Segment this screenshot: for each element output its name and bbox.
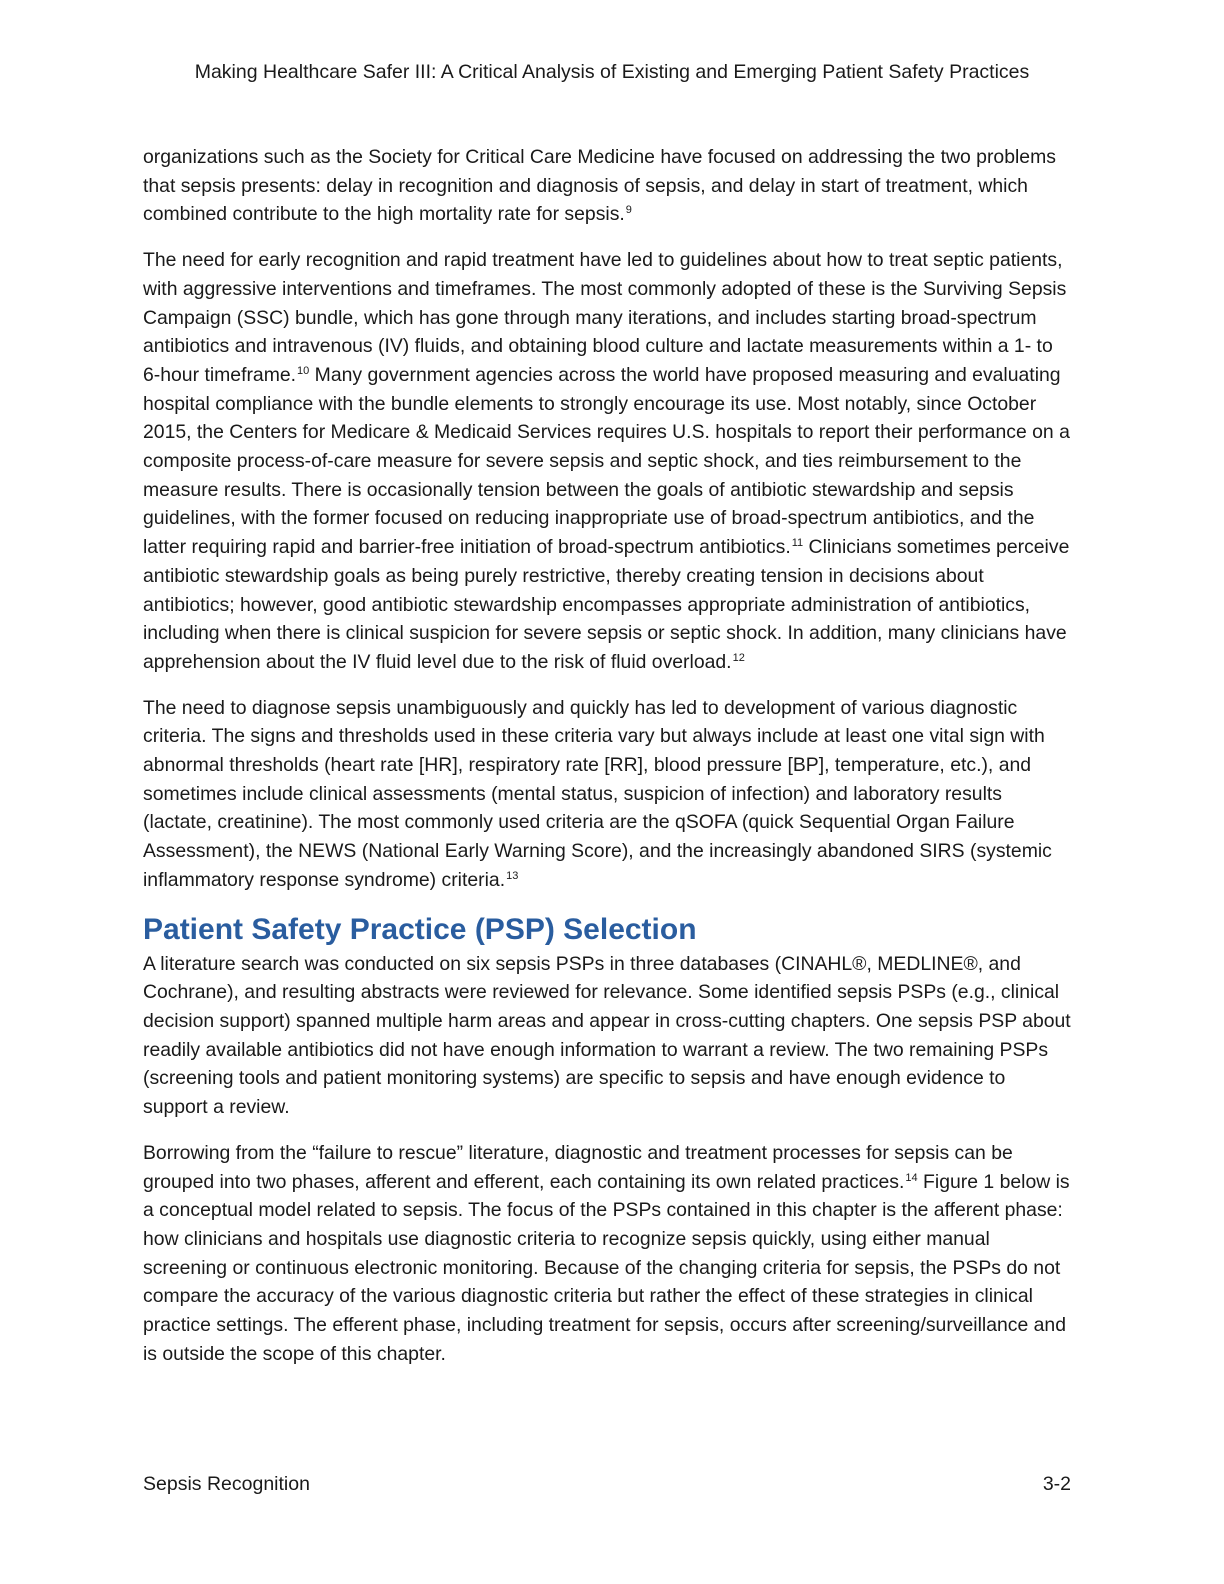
paragraph-guidelines: [143, 246, 1073, 677]
paragraph-intro: [143, 143, 1073, 229]
citation-ref: 14: [905, 1171, 918, 1184]
footer-page-number: 3-2: [1042, 1473, 1071, 1495]
citation-ref: 9: [625, 204, 632, 217]
paragraph-failure-to-rescue: [143, 1139, 1073, 1369]
paragraph-text: The need to diagnose sepsis unambiguously and quickly has led to development of various diagnostic criteria. The signs and thresholds used in these criteria vary but always include at least one vital sign with abnormal thresholds (heart rate [HR], respiratory rate [RR], blood pressure [BP], temperature, etc.), and sometimes include clinical assessments (mental status, suspicion of infection) and laboratory results (lactate, creatinine). The most commonly used criteria are the qSOFA (quick Sequential Organ Failure Assessment), the NEWS (National Early Warning Score), and the increasingly abandoned SIRS (systemic inflammatory response syndrome) criteria.: [143, 696, 1052, 891]
paragraph-text: Borrowing from the “failure to rescue” literature, diagnostic and treatment processes for sepsis can be grouped into two phases, afferent and efferent, each containing its own related practices.: [143, 1141, 1013, 1193]
citation-ref: 10: [297, 364, 310, 377]
paragraph-text: organizations such as the Society for Critical Care Medicine have focused on addressing the two problems that sepsis presents: delay in recognition and diagnosis of sepsis, and delay in start of treatment, which combined contribute to the high mortality rate for sepsis.: [143, 146, 1056, 226]
paragraph-literature-search: [143, 950, 1073, 1122]
paragraph-text: Figure 1 below is a conceptual model related to sepsis. The focus of the PSPs contained in this chapter is the afferent phase: how clinicians and hospitals use diagnostic criteria to recognize sepsis quickly, using either manual screening or continuous electronic monitoring. Because of the changing criteria for sepsis, the PSPs do not compare the accuracy of the various diagnostic criteria but rather the effect of these strategies in clinical practice settings. The efferent phase, including treatment for sepsis, occurs after screening/surveillance and is outside the scope of this chapter.: [143, 1170, 1070, 1365]
paragraph-text: Clinicians sometimes perceive antibiotic stewardship goals as being purely restrictive, thereby creating tension in decisions about antibiotics; however, good antibiotic stewardship encompasses appropriate administration of antibiotics, including when there is clinical suspicion for severe sepsis or septic shock. In addition, many clinicians have apprehension about the IV fluid level due to the risk of fluid overload.: [143, 536, 1070, 673]
paragraph-text: The need for early recognition and rapid treatment have led to guidelines about how to treat septic patients, with aggressive interventions and timeframes. The most commonly adopted of these is the Surviving Sepsis Campaign (SSC) bundle, which has gone through many iterations, and includes starting broad-spectrum antibiotics and intravenous (IV) fluids, and obtaining blood culture and lactate measurements within a 1- to 6-hour timeframe.: [143, 249, 1067, 386]
paragraph-text: A literature search was conducted on six sepsis PSPs in three databases (CINAHL®, MEDLINE®, and Cochrane), and resulting abstracts were reviewed for relevance. Some identified sepsis PSPs (e.g., clinical decision support) spanned multiple harm areas and appear in cross-cutting chapters. One sepsis PSP about readily available antibiotics did not have enough information to warrant a review. The two remaining PSPs (screening tools and patient monitoring systems) are specific to sepsis and have enough evidence to support a review.: [143, 952, 1071, 1119]
citation-ref: 12: [732, 651, 745, 664]
paragraph-text: Many government agencies across the world have proposed measuring and evaluating hospital compliance with the bundle elements to strongly encourage its use. Most notably, since October 2015, the Centers for Medicare & Medicaid Services requires U.S. hospitals to report their performance on a composite process-of-care measure for severe sepsis and septic shock, and ties reimbursement to the measure results. There is occasionally tension between the goals of antibiotic stewardship and sepsis guidelines, with the former focused on reducing inappropriate use of broad-spectrum antibiotics, and the latter requiring rapid and barrier-free initiation of broad-spectrum antibiotics.: [143, 363, 1070, 559]
body-text: [143, 143, 1073, 1385]
citation-ref: 13: [506, 869, 519, 882]
running-header: Making Healthcare Safer III: A Critical Analysis of Existing and Emerging Patient Safety Practices: [194, 61, 1030, 83]
footer-chapter-title: Sepsis Recognition: [143, 1473, 310, 1495]
paragraph-criteria: [143, 694, 1073, 895]
citation-ref: 11: [791, 537, 804, 550]
section-heading: Patient Safety Practice (PSP) Selection: [143, 912, 697, 946]
